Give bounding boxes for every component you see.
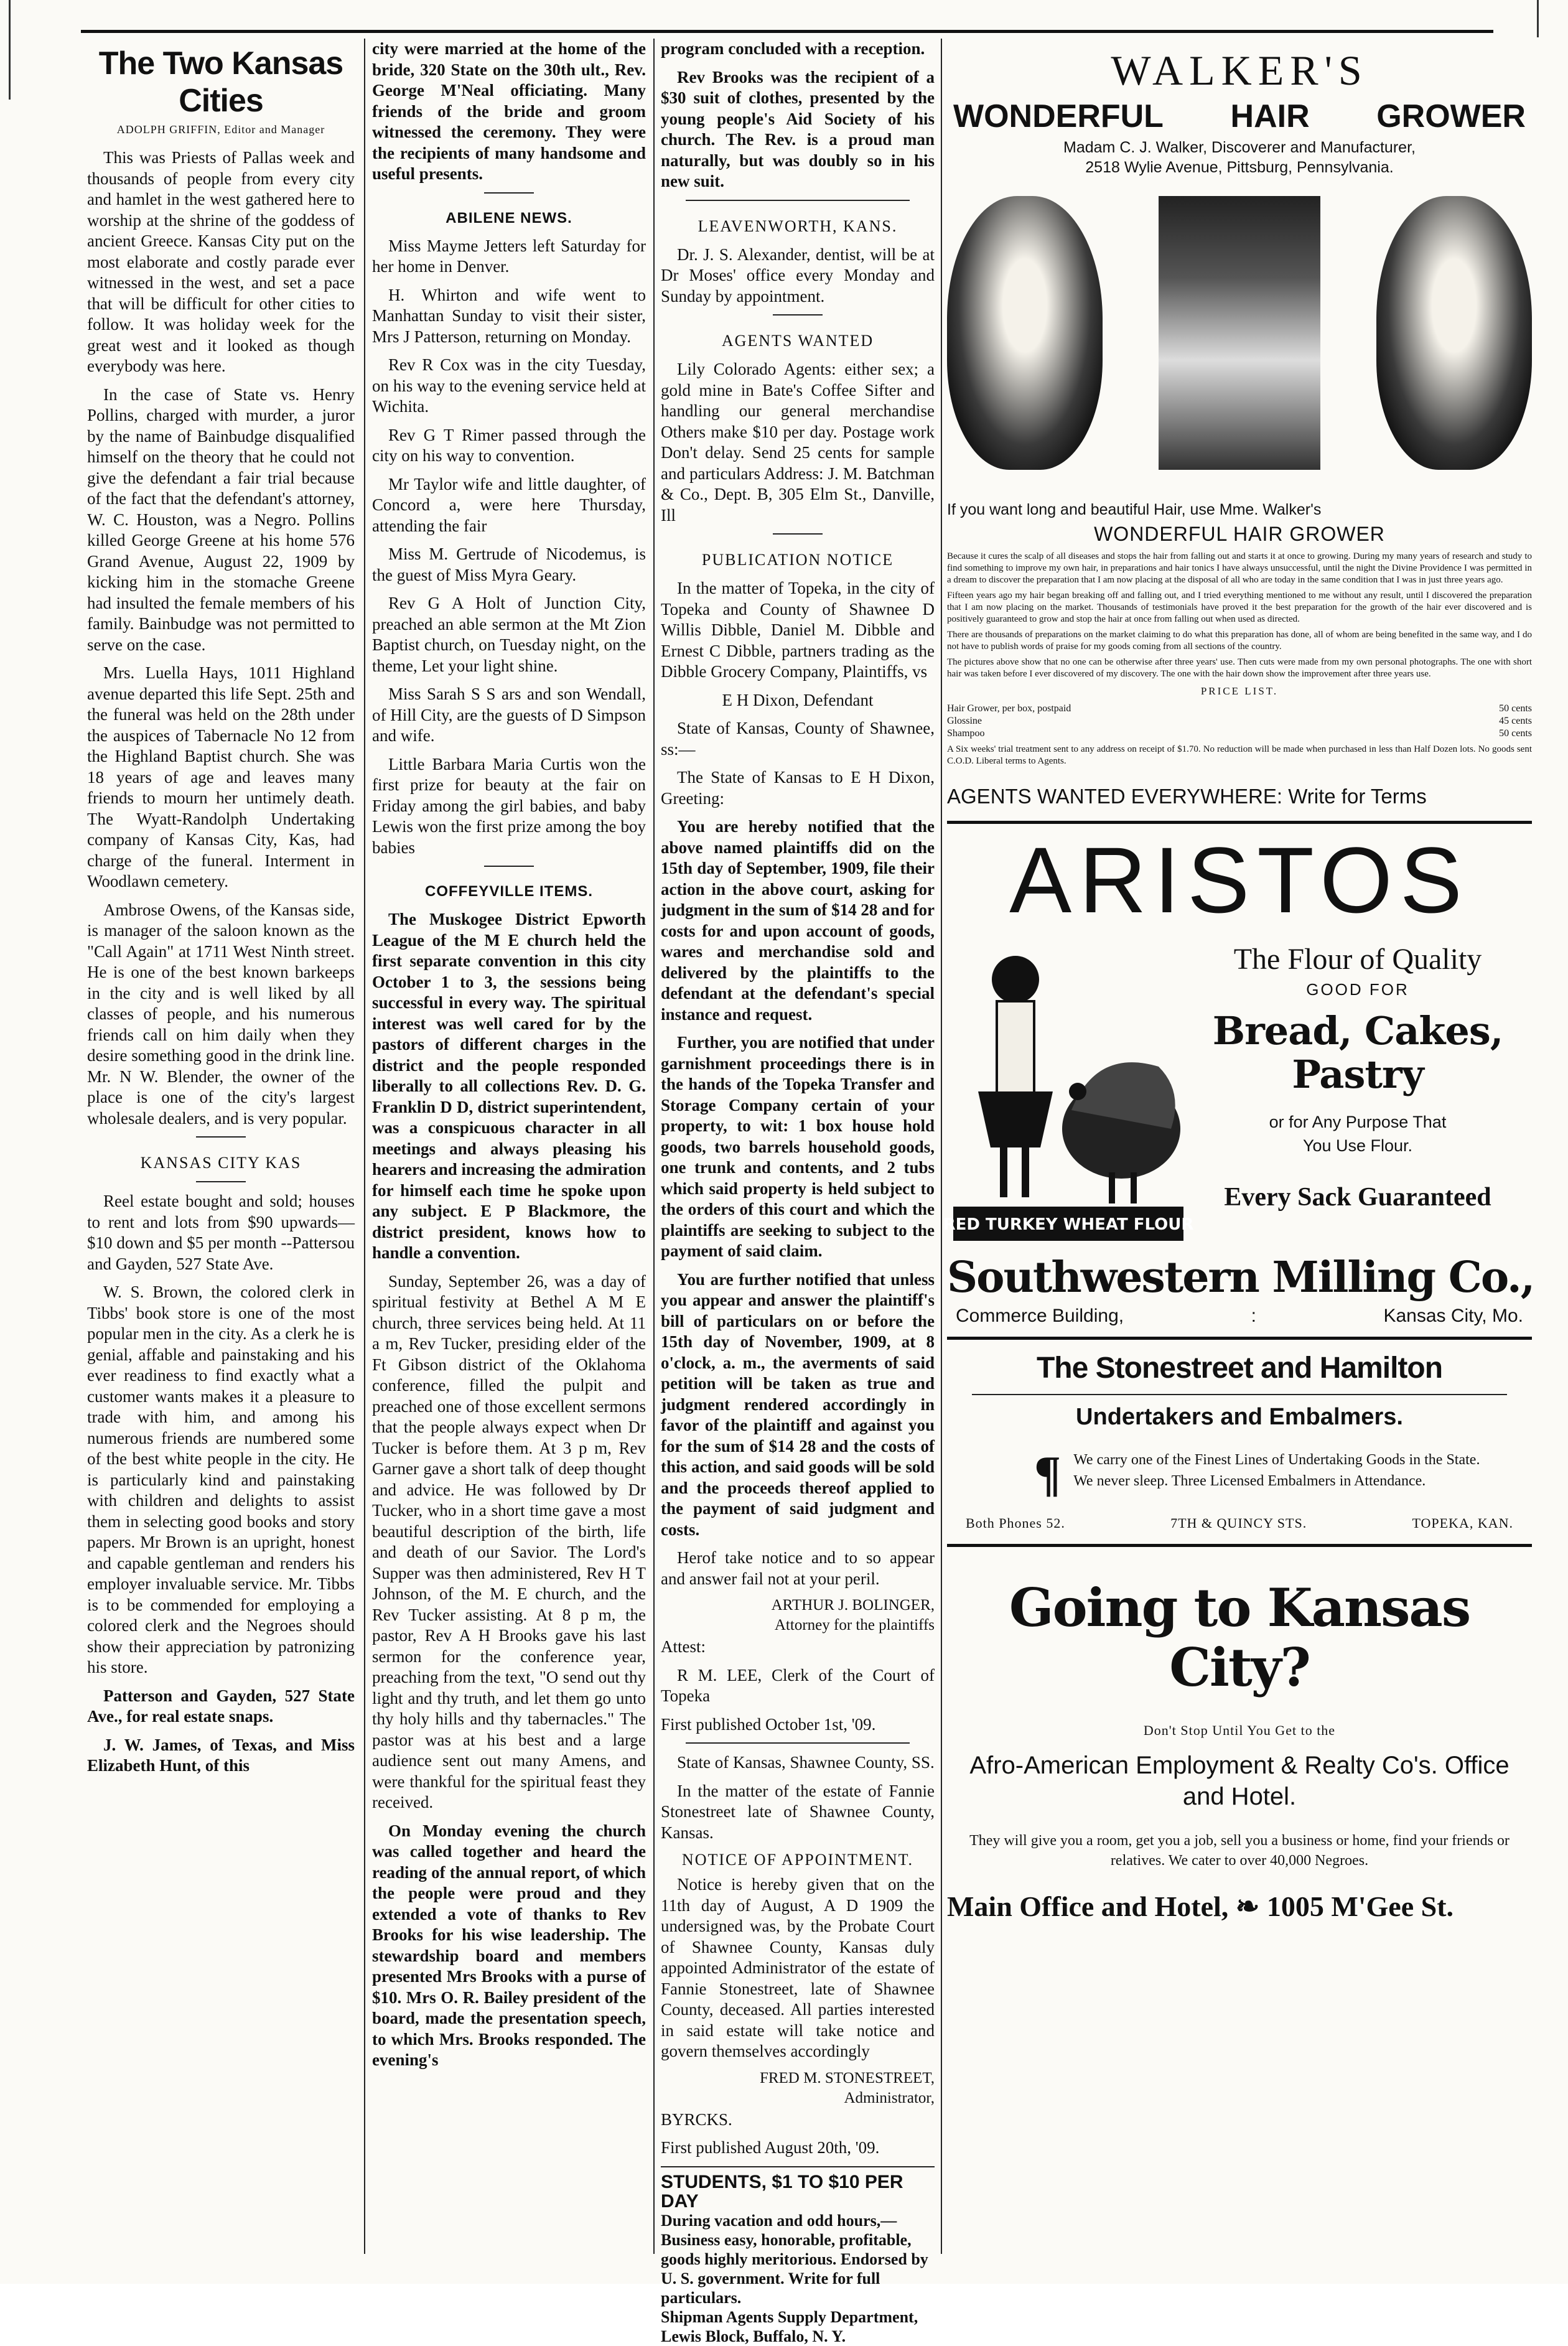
price-item: Shampoo	[947, 728, 985, 739]
mill-name: Southwestern Milling Co.,	[947, 1253, 1534, 1302]
going-main-office	[947, 1889, 1532, 1923]
price-item: Hair Grower, per box, postpaid	[947, 703, 1071, 714]
legal-notice: You are hereby notified that the above named plaintiffs did on the 15th day of September, 1909, file their action in the above court, asking for judgment in the sum of $14 28 and for costs for and upon account of goods, wares and merchandise sold and delivered by the plaintiffs to the defendant at the defendant's special instance and request.	[661, 817, 935, 1024]
aristos-products: Bread, Cakes, Pastry	[1212, 1008, 1503, 1097]
walker-address: 2518 Wylie Avenue, Pittsburg, Pennsylvania.	[1085, 159, 1394, 176]
walker-word: WONDERFUL	[953, 98, 1164, 134]
news-item: Rev G T Rimer passed through the city on his way to convention.	[372, 425, 646, 465]
section-heading: COFFEYVILLE ITEMS.	[424, 883, 593, 900]
legal-notice: State of Kansas, Shawnee County, SS.	[677, 1753, 935, 1772]
column-rule	[364, 39, 365, 2254]
students-ad-address: Shipman Agents Supply Department, Lewis Block, Buffalo, N. Y.	[661, 2307, 918, 2345]
legal-notice: First published August 20th, '09.	[661, 2138, 880, 2157]
aristos-tagline: The Flour of Quality	[1233, 943, 1482, 976]
going-copy: They will give you a room, get you a job, sell you a business or home, find your friends or relatives. We cater to over 40,000 Negroes.	[969, 1833, 1510, 1869]
students-ad-headline: STUDENTS, $1 TO $10 PER DAY	[661, 2171, 903, 2212]
aristos-body	[943, 930, 1532, 1253]
classified-ad: Lily Colorado Agents: either sex; a gold mine in Bate's Coffee Sifter and handling our general merchandise Others make $10 per day. Postage work Don't delay. Send 25 cents for sample and particulars Address: J. M. Batchman & Co., Dept. B, 305 Elm St., Danville, Ill	[661, 360, 935, 525]
legal-notice: E H Dixon, Defendant	[722, 690, 874, 709]
news-item: Miss Sarah S S ars and son Wendall, of Hill City, are the guests of D Simpson and wife.	[372, 685, 646, 745]
divider	[484, 192, 534, 194]
walker-ad	[947, 46, 1532, 808]
legal-notice: Herof take notice and to so appear and answer fail not at your peril.	[661, 1548, 935, 1588]
walker-photos	[947, 196, 1532, 488]
news-item: Miss M. Gertrude of Nicodemus, is the guest of Miss Myra Geary.	[372, 544, 646, 584]
stonestreet-body	[1034, 1447, 1532, 1502]
stonestreet-subtitle: Undertakers and Embalmers.	[1076, 1404, 1403, 1430]
top-rule	[81, 30, 1493, 33]
divider	[773, 533, 823, 535]
portrait-photo	[1376, 196, 1532, 470]
aristos-title: ARISTOS	[1009, 828, 1470, 932]
aristos-copy	[1190, 942, 1526, 1212]
news-item: Rev G A Holt of Junction City, preached an able sermon at the Mt Zion Baptist church, on Tuesday night, on the theme, Let your light shine.	[372, 594, 646, 675]
news-item: Dr. J. S. Alexander, dentist, will be at Dr Moses' office every Monday and Sunday by appointment.	[661, 245, 935, 306]
masthead-title: The Two Kansas Cities	[98, 45, 343, 119]
stonestreet-city: TOPEKA, KAN.	[1412, 1515, 1513, 1531]
divider	[686, 200, 910, 201]
going-company: Afro-American Employment & Realty Co's. Office and Hotel.	[969, 1752, 1510, 1810]
stonestreet-ad	[947, 1351, 1532, 1531]
section-heading: PUBLICATION NOTICE	[701, 551, 894, 569]
walker-word: GROWER	[1376, 98, 1526, 134]
aristos-good-for: GOOD FOR	[1306, 980, 1409, 999]
article-paragraph: J. W. James, of Texas, and Miss Elizabeth Hunt, of this	[87, 1735, 355, 1775]
legal-notice: First published October 1st, '09.	[661, 1714, 876, 1734]
signature: ARTHUR J. BOLINGER,	[771, 1597, 935, 1614]
article-paragraph: Reel estate bought and sold; houses to rent and lots from $90 upwards—$10 down and $5 per month --Pattersou and Gayden, 527 State Ave.	[87, 1192, 355, 1273]
going-title: Going to Kansas City?	[1009, 1577, 1470, 1698]
signature: Administrator,	[844, 2089, 935, 2106]
article-paragraph: Ambrose Owens, of the Kansas side, is manager of the saloon known as the "Call Again" at 1711 West Ninth street. He is one of the best known barkeeps in the city and is well liked by all classes of people, and his numerous friends call on him daily when they desire something good in the drink line. Mr. N W. Blender, the owner of the place is one of the city's largest wholesale dealers, and is very popular.	[87, 900, 355, 1128]
walker-product: WONDERFUL HAIR GROWER	[1094, 523, 1385, 545]
walker-copy: There are thousands of preparations on the market claiming to do what this preparation has done, all of whom are being benefited in the same way, and I do not have to publish words of praise for my goods coming from all sections of the country.	[947, 630, 1532, 652]
article-paragraph: This was Priests of Pallas week and thousands of people from every city and hamlet in the west gathered here to worship at the shrine of the goddess of ancient Greece. Kansas City put on the most elaborate and costly parade ever witnessed in the west, and set a pace that will be difficult for other cities to follow. It was holiday week for the great west and it looked as though everybody was here.	[87, 148, 355, 375]
column-1	[87, 39, 355, 2254]
price-item: Glossine	[947, 716, 982, 726]
article-paragraph: program concluded with a reception.	[661, 39, 925, 58]
divider	[196, 1136, 246, 1138]
price-row	[947, 727, 1532, 740]
walker-word: HAIR	[1230, 98, 1310, 134]
legal-notice: In the matter of Topeka, in the city of Topeka and County of Shawnee D Willis Dibble, Daniel M. Dibble and Ernest C Dibble, partners trading as the Dibble Grocery Company, Plaintiffs, vs	[661, 579, 935, 681]
section-heading: ABILENE NEWS.	[446, 209, 572, 227]
main-office-label: Main Office and Hotel,	[947, 1890, 1229, 1922]
students-ad	[661, 2172, 935, 2346]
girl-and-turkey-illustration	[943, 942, 1194, 1247]
news-item: Little Barbara Maria Curtis won the first prize for beauty at the fair on Friday among the girl babies, and baby Lewis won the first prize among the boy babies	[372, 754, 646, 857]
mill-building: Commerce Building,	[956, 1306, 1124, 1326]
stonestreet-phones: Both Phones 52.	[966, 1515, 1065, 1531]
divider	[773, 314, 823, 315]
column-3	[661, 39, 935, 2345]
aristos-ad	[943, 828, 1534, 1327]
aristos-guarantee: Every Sack Guaranteed	[1224, 1183, 1491, 1212]
walker-subtitle	[953, 98, 1526, 135]
column-rule	[653, 39, 655, 2254]
mill-city: Kansas City, Mo.	[1383, 1306, 1523, 1326]
going-to-kansas-city-ad	[947, 1578, 1532, 1923]
legal-notice: Attest:	[661, 1637, 706, 1656]
price-value: 45 cents	[1499, 716, 1532, 726]
main-office-address: 1005 M'Gee St.	[1266, 1890, 1454, 1922]
legal-notice: R M. LEE, Clerk of the Court of Topeka	[661, 1665, 935, 1705]
divider	[661, 2166, 935, 2167]
article-paragraph: Patterson and Gayden, 527 State Ave., for real estate snaps.	[87, 1686, 355, 1726]
leaf-icon: ❧	[1235, 1890, 1267, 1922]
article-paragraph: W. S. Brown, the colored clerk in Tibbs' book store is one of the most popular men in the city. As a clerk he is genial, affable and painstaking and his ever readiness to find exactly what a customer wants makes it a pleasure to trade with him, and among his numerous friends are numbered some of the best white people in the city. He is particularly kind and painstaking with children and delights to assist them in selecting good books and story papers. Mr Brown is an upright, honest and capable gentleman and renders his employer invaluable service. Mr. Tibbs is to be commended for employing a colored clerk and the Negroes should show their appreciation by patronizing his store.	[87, 1283, 355, 1676]
aristos-purpose: You Use Flour.	[1302, 1136, 1413, 1155]
divider	[686, 1742, 910, 1744]
news-item: H. Whirton and wife went to Manhattan Sunday to visit their sister, Mrs J Patterson, returning on Monday.	[372, 285, 646, 346]
article-paragraph: The Muskogee District Epworth League of the M E church held the first separate convention in this city October 1 to 3, the sessions being successful in every way. The spiritual interest was well cared for by the pastors of different charges in the district and the people responded liberally to all collections Rev. D. G. Franklin D D, district superintendent, was a conspicuous character in all meetings and always pleasing his hearers and increasing the admiration for himself each time he spoke upon any subject. E P Blackmore, the district president, knows how to handle a convention.	[372, 910, 646, 1262]
price-row	[947, 715, 1532, 727]
price-value: 50 cents	[1499, 703, 1532, 714]
ads-column	[943, 39, 1534, 2254]
paragraph-icon: ¶	[1034, 1447, 1062, 1502]
legal-notice: State of Kansas, County of Shawnee, ss:—	[661, 719, 935, 759]
stonestreet-street: 7TH & QUINCY STS.	[1170, 1515, 1307, 1531]
news-item: Rev R Cox was in the city Tuesday, on his way to the evening service held at Wichita.	[372, 355, 646, 416]
legal-notice: Notice is hereby given that on the 11th day of August, A D 1909 the undersigned was, by the Probate Court of Shawnee County, Kansas duly appointed Administrator of the estate of Fannie Stonestreet, late of Shawnee County, deceased. All parties interested in said estate will take notice and govern themselves accordingly	[661, 1875, 935, 2060]
walker-copy: A Six weeks' trial treatment sent to any address on receipt of $1.70. No reduction will be made when purchased in less than Half Dozen lots. No goods sent C.O.D. Liberal terms to Agents.	[947, 744, 1532, 766]
divider	[196, 1181, 246, 1182]
article-paragraph: city were married at the home of the bride, 320 State on the 30th ult., Rev. George M'Neal officiating. Many friends of the bride and groom witnessed the ceremony. They were the recipients of many handsome and useful presents.	[372, 39, 646, 183]
going-dont-stop: Don't Stop Until You Get to the	[1143, 1722, 1336, 1738]
walker-agents-wanted: AGENTS WANTED EVERYWHERE: Write for Terms	[947, 785, 1427, 808]
divider	[947, 821, 1532, 824]
legal-notice: BYRCKS.	[661, 2110, 732, 2129]
price-value: 50 cents	[1499, 728, 1532, 739]
article-paragraph: Mrs. Luella Hays, 1011 Highland avenue departed this life Sept. 25th and the funeral was held on the 28th under the auspices of Tabernacle No 12 from the Highland Baptist church. She was 18 years of age and leaves many friends to mourn her untimely death. The Wyatt-Randolph Undertaking company of Kansas City, Kas, had charge of the funeral. Interment in Woodlawn cemetery.	[87, 663, 355, 890]
section-heading: KANSAS CITY KAS	[140, 1154, 302, 1172]
mill-separator: :	[1251, 1306, 1256, 1326]
legal-notice: The State of Kansas to E H Dixon, Greeting:	[661, 768, 935, 808]
walker-copy: Because it cures the scalp of all diseases and stops the hair from falling out and starts it at once to growing. During my many years of research and study to find something to improve my own hair, in preparations and hair tonics I have always unsuccessful, until the night the Divine Providence I was permitted in a dream to discover the preparation that I am now placing at the disposal of all who are today in the same condition that I was in just three years ago.	[947, 551, 1532, 585]
signature: FRED M. STONESTREET,	[759, 2069, 935, 2087]
aristos-purpose: or for Any Purpose That	[1269, 1113, 1447, 1131]
section-heading: NOTICE OF APPOINTMENT.	[681, 1851, 914, 1869]
article-paragraph: On Monday evening the church was called together and heard the reading of the annual report, of which the people were proud and they extended a vote of thanks to Rev Brooks for his wise leadership. The stewardship board and members presented Mrs Brooks with a purse of $10. Mrs O. R. Bailey president of the board, made the presentation speech, to which Mrs. Brooks responded. The evening's	[372, 1821, 646, 2069]
article-paragraph: Rev Brooks was the recipient of a $30 suit of clothes, presented by the young people's Aid Society of his church. The Rev. is a proud man naturally, but was doubly so in his new suit.	[661, 67, 935, 190]
price-row	[947, 703, 1532, 715]
news-item: Miss Mayme Jetters left Saturday for her home in Denver.	[372, 236, 646, 276]
walker-copy: Fifteen years ago my hair began breaking off and falling out, and I tried everything mentioned to me without any result, until I discovered the preparation that I am now placing on the market. Thousands of testimonials have proved it the best preparation for the growth of the hair ever discovered and is positively guaranteed to grow and stop the hair at once from falling out when used as directed.	[947, 591, 1532, 624]
page-edge-mark	[9, 0, 11, 100]
legal-notice: In the matter of the estate of Fannie Stonestreet late of Shawnee County, Kansas.	[661, 1781, 935, 1842]
walker-maker: Madam C. J. Walker, Discoverer and Manufacturer,	[1063, 139, 1416, 156]
walker-title: WALKER'S	[1111, 47, 1368, 94]
article-paragraph: Sunday, September 26, was a day of spiritual festivity at Bethel A M E church, three services being held. At 11 a m, Rev Tucker, presiding elder of the Ft Gibson district of the Oklahoma conference, filled the pulpit and preached one of those excellent sermons that the people always expect when Dr Tucker is before them. At 3 p m, Rev Garner gave a short talk of deep thought and advice. He was followed by Dr Tucker, who in a short time gave a most beautiful description of the birth, life and death of our Savior. The Lord's Supper was then administered, Rev H T Johnson, of the M. E church, and the Rev Tucker assisting. At 8 p m, the pastor, Rev A H Brooks gave his last sermon for the conference year, preaching from the text, "O send out thy light and thy truth, and let them go unto thy holy hills and thy tabernacles." The pastor was at his best and a large audience sent out many Amens, and were thankful for the spiritual feast they received.	[372, 1271, 646, 1811]
news-item: Mr Taylor wife and little daughter, of Concord a, were here Thursday, attending the fair	[372, 474, 646, 535]
divider	[484, 866, 534, 867]
column-rule	[941, 39, 942, 2254]
page-edge-mark	[1537, 0, 1539, 37]
masthead-byline: ADOLPH GRIFFIN, Editor and Manager	[116, 123, 325, 136]
walker-copy: The pictures above show that no one can be otherwise after three years' use. Then cuts were made from my own personal photographs. The one with short hair was taken before I ever discovered of my discovery. The one with the hair down show the improvement after three years use.	[947, 657, 1532, 679]
walker-caption: If you want long and beautiful Hair, use Mme. Walker's	[947, 501, 1322, 518]
stonestreet-footer	[966, 1515, 1513, 1531]
stonestreet-copy: We carry one of the Finest Lines of Undertaking Goods in the State. We never sleep. Three Licensed Embalmers in Attendance.	[1073, 1452, 1480, 1489]
signature: Attorney for the plaintiffs	[774, 1617, 935, 1633]
article-paragraph: In the case of State vs. Henry Pollins, charged with murder, a juror by the name of Bainbudge disqualified himself on the theory that he could not give the defendant a fair trial because of the fact that the defendant's attorney, W. C. Houston, was a Negro. Pollins killed George Greene at his home 576 Grand Avenue, August 22, 1909 by kicking him in the stomache Greene had insulted the female members of his family. Bainbudge was not permitted to serve on the case.	[87, 385, 355, 654]
divider	[947, 1544, 1532, 1547]
portrait-photo	[1159, 196, 1320, 470]
price-list-title: PRICE LIST.	[1200, 685, 1279, 697]
divider	[947, 1337, 1532, 1340]
students-ad-body: During vacation and odd hours,—Business easy, honorable, profitable, goods highly meritorious. Endorsed by U. S. government. Write for full particulars.	[661, 2211, 928, 2307]
column-2	[372, 39, 646, 2254]
legal-notice: You are further notified that unless you appear and answer the plaintiff's bill of particulars on or before the 15th day of November, 1909, at 8 o'clock, a. m., the averments of said petition will be taken as true and judgment rendered accordingly in favor of the plaintiff and against you for the sum of $14 28 and the costs of this action, and said goods will be sold and the proceeds thereof applied to the payment of said judgment and costs.	[661, 1269, 935, 1539]
flour-badge: RED TURKEY WHEAT FLOUR	[943, 1215, 1194, 1234]
section-heading: AGENTS WANTED	[721, 332, 874, 350]
section-heading: LEAVENWORTH, KANS.	[698, 217, 898, 235]
mill-address	[956, 1306, 1523, 1327]
stonestreet-title: The Stonestreet and Hamilton	[1036, 1352, 1443, 1385]
legal-notice: Further, you are notified that under garnishment proceedings there is in the hands of the Topeka Transfer and Storage Company certain of your property, to wit: 1 box house hold goods, two barrels household goods, one trunk and contents, and 2 tubs which said property is held subject to the orders of this court and which the plaintiffs are seeking to subject to the payment of said claim.	[661, 1033, 935, 1260]
divider	[972, 1394, 1507, 1395]
portrait-photo	[947, 196, 1103, 470]
